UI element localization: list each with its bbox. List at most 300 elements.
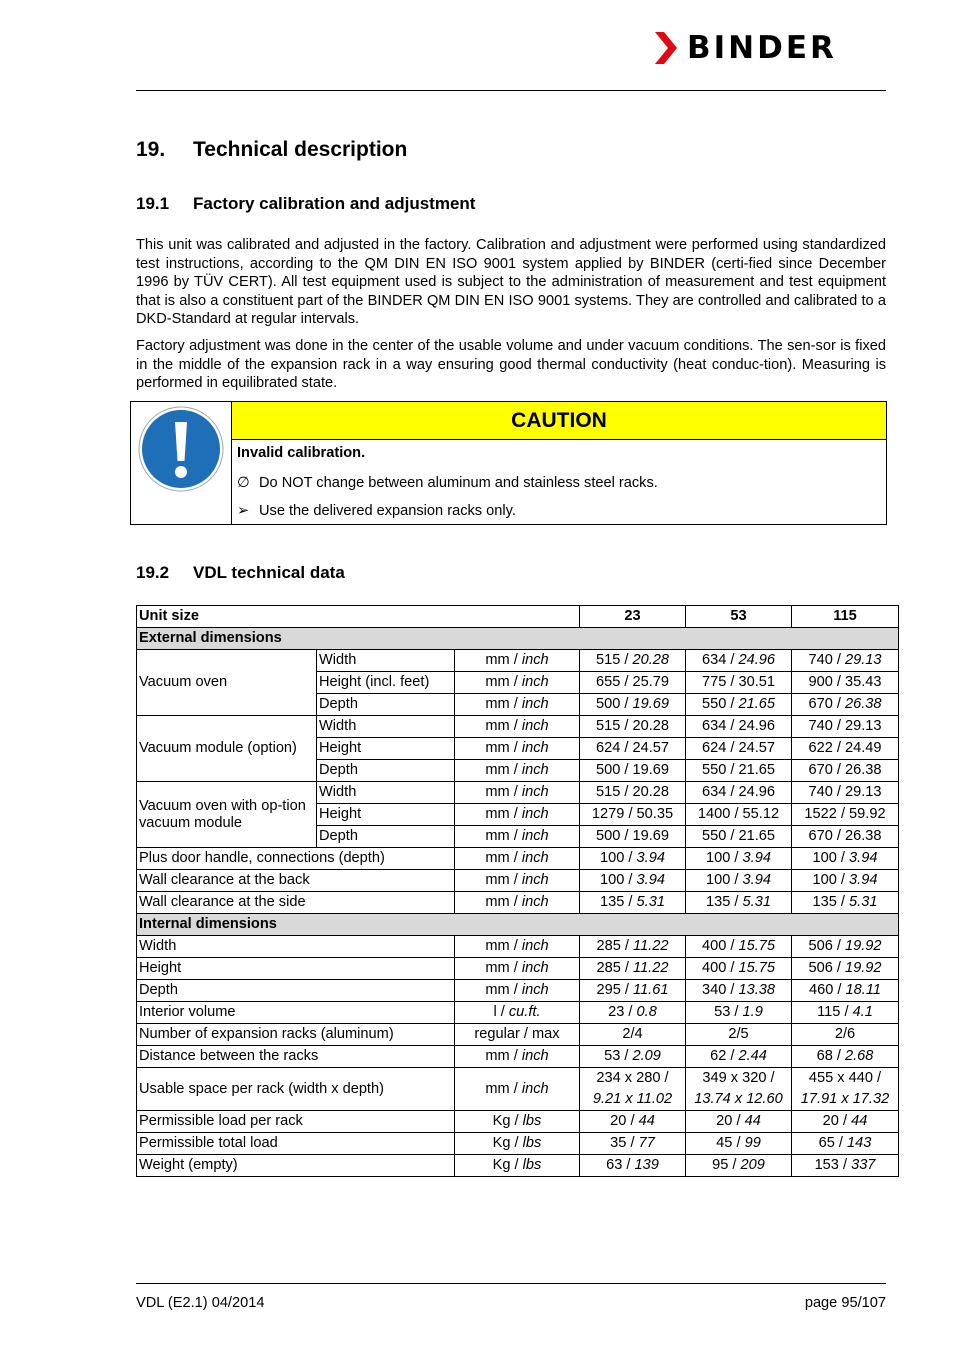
dimension-label bbox=[317, 650, 455, 672]
cell-text: 20 / bbox=[822, 1113, 852, 1129]
cell-text: mm / bbox=[485, 718, 522, 734]
table-row bbox=[137, 1046, 899, 1068]
caution-line-1 bbox=[237, 474, 658, 491]
cell-text: 1.9 bbox=[742, 1004, 763, 1020]
cell-text: 900 / 35.43 bbox=[808, 674, 882, 690]
binder-logo bbox=[655, 30, 837, 66]
unit-cell bbox=[455, 892, 580, 914]
cell-text: inch bbox=[521, 806, 549, 822]
value-cell bbox=[792, 826, 899, 848]
cell-text: 234 x 280 / bbox=[596, 1070, 669, 1086]
cell-text: 550 / 21.65 bbox=[701, 828, 776, 844]
unit-cell bbox=[455, 1155, 580, 1177]
value-cell bbox=[580, 716, 686, 738]
footer-document-id: VDL (E2.1) 04/2014 bbox=[136, 1295, 265, 1311]
cell-text: 135 / bbox=[600, 894, 637, 910]
cell-text: 515 / 20.28 bbox=[595, 784, 670, 800]
cell-text: inch bbox=[521, 674, 549, 690]
cell-text: 285 / bbox=[596, 960, 634, 976]
cell-text: Vacuum module (option) bbox=[139, 740, 297, 756]
value-cell bbox=[580, 958, 686, 980]
cell-text: 622 / 24.49 bbox=[808, 740, 882, 756]
unit-cell bbox=[455, 804, 580, 826]
cell-text: 1400 / 55.12 bbox=[697, 806, 780, 822]
unit-cell bbox=[455, 980, 580, 1002]
cell-text: 115 / bbox=[817, 1004, 853, 1020]
cell-text: 3.94 bbox=[849, 850, 878, 866]
dimension-label bbox=[317, 782, 455, 804]
cell-text: 21.65 bbox=[738, 696, 776, 712]
value-cell bbox=[686, 1133, 792, 1155]
group-label bbox=[137, 782, 317, 848]
cell-text: 153 / bbox=[814, 1157, 852, 1173]
cell-text: 634 / 24.96 bbox=[701, 784, 776, 800]
cell-text: 0.8 bbox=[636, 1004, 657, 1020]
size-header bbox=[580, 606, 686, 628]
unit-cell bbox=[455, 1002, 580, 1024]
cell-text: 9.21 x 11.02 bbox=[592, 1091, 673, 1107]
cell-text: mm / bbox=[485, 740, 522, 756]
subsection-2-title: VDL technical data bbox=[193, 563, 345, 582]
value-cell bbox=[792, 1046, 899, 1068]
unit-cell bbox=[455, 1046, 580, 1068]
value-cell bbox=[580, 892, 686, 914]
cell-text: 400 / bbox=[701, 938, 739, 954]
technical-data-table bbox=[136, 605, 899, 1177]
cell-text: 2/6 bbox=[834, 1026, 856, 1042]
unit-cell bbox=[455, 650, 580, 672]
value-cell bbox=[686, 650, 792, 672]
cell-text: 18.11 bbox=[845, 982, 881, 998]
row-label bbox=[137, 1002, 455, 1024]
row-label bbox=[137, 1133, 455, 1155]
cell-text: mm / bbox=[485, 1048, 522, 1064]
value-cell bbox=[580, 782, 686, 804]
dimension-label bbox=[317, 804, 455, 826]
value-cell bbox=[580, 826, 686, 848]
value-cell bbox=[580, 1002, 686, 1024]
subsection-1-number: 19.1 bbox=[136, 194, 170, 213]
cell-text: 100 / bbox=[706, 850, 743, 866]
cell-text: lbs bbox=[522, 1157, 542, 1173]
cell-text: 23 bbox=[624, 608, 641, 624]
table-row bbox=[137, 628, 899, 650]
value-cell bbox=[580, 1046, 686, 1068]
cell-text: mm / bbox=[485, 674, 522, 690]
cell-text: 139 bbox=[634, 1157, 659, 1173]
value-cell bbox=[792, 958, 899, 980]
table-row bbox=[137, 870, 899, 892]
cell-text: Height (incl. feet) bbox=[319, 674, 430, 690]
group-label bbox=[137, 650, 317, 716]
value-cell bbox=[792, 848, 899, 870]
cell-text: Height bbox=[319, 740, 362, 756]
header-divider bbox=[136, 90, 886, 91]
value-cell bbox=[686, 1068, 792, 1111]
value-cell bbox=[686, 1155, 792, 1177]
cell-text: 135 / bbox=[706, 894, 743, 910]
cell-text: mm / bbox=[485, 652, 522, 668]
cell-text: 44 bbox=[851, 1113, 868, 1129]
value-cell bbox=[792, 892, 899, 914]
cell-text: inch bbox=[521, 740, 549, 756]
unit-size-header bbox=[137, 606, 580, 628]
row-label bbox=[137, 980, 455, 1002]
cell-text: 349 x 320 / bbox=[702, 1070, 775, 1086]
caution-title: CAUTION bbox=[232, 402, 886, 440]
dimension-label bbox=[317, 716, 455, 738]
table-row bbox=[137, 716, 899, 738]
row-label bbox=[137, 848, 455, 870]
cell-text: 740 / bbox=[808, 652, 845, 668]
cell-text: 2.09 bbox=[632, 1048, 661, 1064]
value-cell bbox=[686, 870, 792, 892]
cell-text: Depth bbox=[319, 696, 358, 712]
unit-cell bbox=[455, 738, 580, 760]
table-row bbox=[137, 980, 899, 1002]
cell-text: 515 / bbox=[595, 652, 633, 668]
cell-text: 15.75 bbox=[738, 938, 776, 954]
cell-text: 5.31 bbox=[742, 894, 771, 910]
value-cell bbox=[792, 672, 899, 694]
cell-text: inch bbox=[521, 872, 549, 888]
value-cell bbox=[580, 936, 686, 958]
cell-text: Width bbox=[319, 784, 357, 800]
cell-text: 624 / 24.57 bbox=[701, 740, 776, 756]
cell-text: 65 / bbox=[818, 1135, 848, 1151]
cell-text: 53 / bbox=[604, 1048, 633, 1064]
binder-logo-mark-icon bbox=[655, 32, 677, 64]
cell-text: 20 / bbox=[610, 1113, 639, 1129]
value-cell bbox=[792, 936, 899, 958]
cell-text: 11.61 bbox=[633, 982, 669, 998]
cell-text: mm / bbox=[485, 960, 522, 976]
cell-text: 3.94 bbox=[636, 850, 665, 866]
cell-text: Kg / bbox=[492, 1113, 523, 1129]
cell-text: Width bbox=[139, 938, 177, 954]
exclamation-circle-icon bbox=[138, 406, 224, 492]
cell-text: 500 / 19.69 bbox=[595, 828, 670, 844]
row-label bbox=[137, 1155, 455, 1177]
cell-text: 13.74 x 12.60 bbox=[694, 1091, 783, 1107]
cell-text: 740 / 29.13 bbox=[808, 718, 882, 734]
value-cell bbox=[580, 672, 686, 694]
cell-text: 13.38 bbox=[738, 982, 776, 998]
cell-text: Depth bbox=[319, 762, 358, 778]
value-cell bbox=[792, 716, 899, 738]
dimension-label bbox=[317, 694, 455, 716]
table-row bbox=[137, 892, 899, 914]
cell-text: l / bbox=[493, 1004, 509, 1020]
caution-icon-cell bbox=[131, 402, 232, 524]
cell-text: 634 / bbox=[701, 652, 739, 668]
cell-text: Distance between the racks bbox=[139, 1048, 319, 1064]
cell-text: Internal dimensions bbox=[139, 916, 277, 932]
table-row bbox=[137, 1111, 899, 1133]
cell-text: 550 / bbox=[701, 696, 739, 712]
cell-text: 400 / bbox=[701, 960, 739, 976]
cell-text: 506 / bbox=[808, 938, 845, 954]
size-header bbox=[686, 606, 792, 628]
value-cell bbox=[686, 936, 792, 958]
value-cell bbox=[686, 958, 792, 980]
unit-cell bbox=[455, 782, 580, 804]
footer-divider bbox=[136, 1283, 886, 1284]
cell-text: Usable space per rack (width x depth) bbox=[139, 1080, 384, 1097]
value-cell bbox=[686, 672, 792, 694]
cell-text: 63 / bbox=[606, 1157, 635, 1173]
footer-page-number: page 95/107 bbox=[804, 1295, 886, 1311]
cell-text: 740 / 29.13 bbox=[808, 784, 882, 800]
cell-text: 295 / bbox=[596, 982, 634, 998]
value-cell bbox=[580, 980, 686, 1002]
cell-text: mm / bbox=[485, 806, 522, 822]
table-row bbox=[137, 1133, 899, 1155]
group-label bbox=[137, 716, 317, 782]
value-cell bbox=[686, 716, 792, 738]
cell-text: 95 / bbox=[712, 1157, 741, 1173]
cell-text: inch bbox=[521, 850, 549, 866]
value-cell bbox=[686, 1002, 792, 1024]
cell-text: 1522 / 59.92 bbox=[804, 806, 886, 822]
cell-text: 500 / 19.69 bbox=[595, 762, 670, 778]
cell-text: 20 / bbox=[716, 1113, 745, 1129]
cell-text: Kg / bbox=[492, 1135, 523, 1151]
cell-text: 44 bbox=[744, 1113, 761, 1129]
unit-cell bbox=[455, 936, 580, 958]
section-title: Technical description bbox=[193, 138, 408, 161]
value-cell bbox=[580, 1068, 686, 1111]
dimension-label bbox=[317, 760, 455, 782]
value-cell bbox=[686, 892, 792, 914]
cell-text: inch bbox=[521, 1080, 549, 1097]
cell-text: 285 / bbox=[596, 938, 634, 954]
subsection-2-heading bbox=[136, 563, 345, 583]
cell-text: inch bbox=[521, 784, 549, 800]
cell-text: 24.96 bbox=[738, 652, 776, 668]
row-label bbox=[137, 1068, 455, 1111]
value-cell bbox=[686, 1046, 792, 1068]
dimension-label bbox=[317, 738, 455, 760]
value-cell bbox=[580, 650, 686, 672]
subsection-1-heading bbox=[136, 194, 475, 214]
table-row bbox=[137, 848, 899, 870]
cell-text: 100 / bbox=[600, 872, 637, 888]
dimension-label bbox=[317, 672, 455, 694]
cell-text: 11.22 bbox=[633, 938, 669, 954]
caution-heading: Invalid calibration. bbox=[237, 445, 366, 461]
value-cell bbox=[686, 1111, 792, 1133]
cell-text: Height bbox=[319, 806, 362, 822]
table-row bbox=[137, 606, 899, 628]
cell-text: Width bbox=[319, 652, 357, 668]
value-cell bbox=[580, 1024, 686, 1046]
cell-text: 26.38 bbox=[844, 696, 882, 712]
value-cell bbox=[580, 694, 686, 716]
cell-text: mm / bbox=[485, 696, 522, 712]
row-label bbox=[137, 870, 455, 892]
cell-text: 3.94 bbox=[742, 872, 771, 888]
value-cell bbox=[580, 1133, 686, 1155]
cell-text: Vacuum oven bbox=[139, 674, 228, 690]
cell-text: lbs bbox=[522, 1113, 542, 1129]
cell-text: mm / bbox=[485, 784, 522, 800]
cell-text: mm / bbox=[485, 762, 522, 778]
value-cell bbox=[686, 1024, 792, 1046]
cell-text: 2/5 bbox=[728, 1026, 749, 1042]
cell-text: Number of expansion racks (aluminum) bbox=[139, 1026, 394, 1042]
cell-text: 23 / bbox=[608, 1004, 637, 1020]
cell-text: 35 / bbox=[610, 1135, 639, 1151]
cell-text: inch bbox=[521, 982, 549, 998]
unit-cell bbox=[455, 694, 580, 716]
cell-text: Weight (empty) bbox=[139, 1157, 238, 1173]
row-label bbox=[137, 936, 455, 958]
value-cell bbox=[580, 1155, 686, 1177]
cell-text: 775 / 30.51 bbox=[701, 674, 776, 690]
unit-cell bbox=[455, 826, 580, 848]
caution-box bbox=[130, 401, 887, 525]
brand-name: BINDER bbox=[687, 30, 837, 66]
cell-text: 670 / 26.38 bbox=[808, 828, 882, 844]
cell-text: 19.69 bbox=[632, 696, 670, 712]
cell-text: 45 / bbox=[716, 1135, 745, 1151]
row-label bbox=[137, 1024, 455, 1046]
cell-text: inch bbox=[521, 762, 549, 778]
cell-text: Unit size bbox=[139, 608, 200, 624]
table-row bbox=[137, 1002, 899, 1024]
unit-cell bbox=[455, 1133, 580, 1155]
cell-text: inch bbox=[521, 1048, 549, 1064]
cell-text: mm / bbox=[485, 828, 522, 844]
value-cell bbox=[686, 980, 792, 1002]
table-row bbox=[137, 958, 899, 980]
cell-text: 135 / bbox=[812, 894, 850, 910]
subsection-2-number: 19.2 bbox=[136, 563, 170, 582]
cell-text: 100 / bbox=[600, 850, 637, 866]
caution-line-1-text: Do NOT change between aluminum and stainless steel racks. bbox=[259, 475, 658, 491]
unit-cell bbox=[455, 716, 580, 738]
cell-text: 5.31 bbox=[636, 894, 665, 910]
cell-text: 17.91 x 17.32 bbox=[800, 1091, 890, 1107]
value-cell bbox=[792, 1024, 899, 1046]
unit-cell bbox=[455, 870, 580, 892]
cell-text: 5.31 bbox=[849, 894, 878, 910]
cell-text: inch bbox=[521, 894, 549, 910]
unit-cell bbox=[455, 848, 580, 870]
value-cell bbox=[792, 1133, 899, 1155]
cell-text: Permissible total load bbox=[139, 1135, 278, 1151]
cell-text: 506 / bbox=[808, 960, 845, 976]
cell-text: 143 bbox=[847, 1135, 872, 1151]
cell-text: lbs bbox=[522, 1135, 542, 1151]
prohibition-icon: ∅ bbox=[237, 475, 250, 491]
caution-line-2 bbox=[237, 502, 516, 519]
table-row bbox=[137, 650, 899, 672]
cell-text: 3.94 bbox=[636, 872, 665, 888]
section-heading bbox=[136, 138, 407, 162]
value-cell bbox=[792, 694, 899, 716]
value-cell bbox=[792, 1068, 899, 1111]
cell-text: inch bbox=[521, 652, 549, 668]
cell-text: 624 / 24.57 bbox=[595, 740, 670, 756]
section-row-external bbox=[137, 628, 899, 650]
cell-text: 100 / bbox=[812, 872, 850, 888]
cell-text: inch bbox=[521, 696, 549, 712]
cell-text: mm / bbox=[485, 872, 522, 888]
value-cell bbox=[792, 760, 899, 782]
value-cell bbox=[686, 848, 792, 870]
calibration-paragraph-1: This unit was calibrated and adjusted in the factory. Calibration and adjustment were performed using standardized test instructions, according to the QM DIN EN ISO 9001 system applied by BINDER (certi-fied since December 1996 by TÜV CERT). All test equipment used is subject to the administration of measurement and test equipment that is also a constituent part of the BINDER QM DIN EN ISO 9001 systems. They are controlled and calibrated to a DKD-Standard at regular intervals. bbox=[136, 237, 886, 327]
cell-text: 53 / bbox=[714, 1004, 743, 1020]
value-cell bbox=[792, 1111, 899, 1133]
cell-text: 68 / bbox=[816, 1048, 845, 1064]
value-cell bbox=[792, 980, 899, 1002]
value-cell bbox=[792, 738, 899, 760]
unit-cell bbox=[455, 958, 580, 980]
cell-text: mm / bbox=[485, 938, 522, 954]
row-label bbox=[137, 1111, 455, 1133]
cell-text: 3.94 bbox=[849, 872, 878, 888]
value-cell bbox=[686, 826, 792, 848]
dimension-label bbox=[317, 826, 455, 848]
unit-cell bbox=[455, 1111, 580, 1133]
cell-text: Depth bbox=[319, 828, 358, 844]
cell-text: 209 bbox=[740, 1157, 765, 1173]
table-row bbox=[137, 1155, 899, 1177]
cell-text: 62 / bbox=[710, 1048, 739, 1064]
cell-text: inch bbox=[521, 828, 549, 844]
cell-text: Wall clearance at the back bbox=[139, 872, 310, 888]
cell-text: 19.92 bbox=[844, 938, 882, 954]
cell-text: 340 / bbox=[701, 982, 739, 998]
cell-text: 2.68 bbox=[845, 1048, 874, 1064]
cell-text: mm / bbox=[485, 850, 522, 866]
cell-text: 550 / 21.65 bbox=[701, 762, 776, 778]
unit-cell bbox=[455, 1024, 580, 1046]
unit-cell bbox=[455, 760, 580, 782]
value-cell bbox=[686, 694, 792, 716]
cell-text: 29.13 bbox=[844, 652, 882, 668]
cell-text: 99 bbox=[744, 1135, 761, 1151]
table-row bbox=[137, 936, 899, 958]
value-cell bbox=[580, 1111, 686, 1133]
cell-text: 670 / bbox=[808, 696, 845, 712]
table-row bbox=[137, 1068, 899, 1111]
value-cell bbox=[792, 1002, 899, 1024]
table-row bbox=[137, 1024, 899, 1046]
cell-text: mm / bbox=[485, 982, 522, 998]
cell-text: 460 / bbox=[809, 982, 846, 998]
cell-text: 19.92 bbox=[844, 960, 882, 976]
cell-text: Plus door handle, connections (depth) bbox=[139, 850, 385, 866]
cell-text: inch bbox=[521, 938, 549, 954]
cell-text: External dimensions bbox=[139, 630, 282, 646]
table-row bbox=[137, 782, 899, 804]
value-cell bbox=[792, 782, 899, 804]
cell-text: 77 bbox=[638, 1135, 655, 1151]
arrow-bullet-icon: ➢ bbox=[237, 503, 250, 519]
row-label bbox=[137, 892, 455, 914]
cell-text: 337 bbox=[851, 1157, 876, 1173]
cell-text: 11.22 bbox=[633, 960, 669, 976]
cell-text: 2.44 bbox=[738, 1048, 767, 1064]
cell-text: Kg / bbox=[492, 1157, 523, 1173]
cell-text: 3.94 bbox=[742, 850, 771, 866]
cell-text: inch bbox=[521, 960, 549, 976]
row-label bbox=[137, 1046, 455, 1068]
cell-text: Height bbox=[139, 960, 182, 976]
